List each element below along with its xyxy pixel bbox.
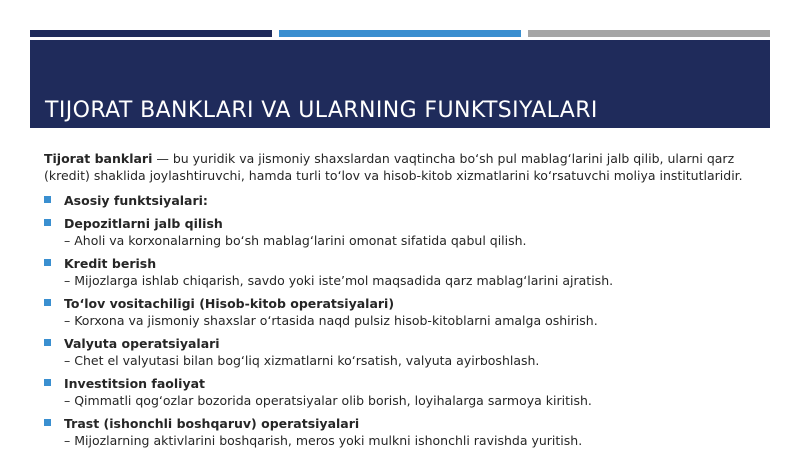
intro-text: — bu yuridik va jismoniy shaxslardan vaqtincha bo‘sh pul mablag‘larini jalb qilib, ularni qarz (kredit) shaklida joylashtiruvchi, hamda turli to‘lov va hisob-kitob xizmatlarini ko‘rsatuvchi moliya institutlaridir. <box>44 151 743 183</box>
item-description: – Chet el valyutasi bilan bog‘liq xizmatlarni ko‘rsatish, valyuta ayirboshlash. <box>64 353 540 368</box>
item-title: Depozitlarni jalb qilish <box>64 216 223 231</box>
list-item <box>44 335 764 369</box>
item-description: – Aholi va korxonalarning bo‘sh mablag‘larini omonat sifatida qabul qilish. <box>64 233 527 248</box>
functions-list <box>44 192 764 449</box>
intro-term: Tijorat banklari <box>44 151 153 166</box>
slide-content <box>44 150 764 455</box>
square-bullet-icon <box>44 196 51 203</box>
intro-paragraph <box>44 150 764 184</box>
square-bullet-icon <box>44 419 51 426</box>
list-item <box>44 255 764 289</box>
item-description: – Qimmatli qog‘ozlar bozorida operatsiyalar olib borish, loyihalarga sarmoya kiritish. <box>64 393 592 408</box>
list-item <box>44 415 764 449</box>
item-title: Trast (ishonchli boshqaruv) operatsiyalari <box>64 416 360 431</box>
item-title: Kredit berish <box>64 256 157 271</box>
item-description: – Mijozlarning aktivlarini boshqarish, meros yoki mulkni ishonchli ravishda yuritish. <box>64 433 583 448</box>
item-description: – Mijozlarga ishlab chiqarish, savdo yoki iste’mol maqsadida qarz mablag‘larini ajratish. <box>64 273 614 288</box>
accent-bar-navy <box>30 30 272 37</box>
item-title: Investitsion faoliyat <box>64 376 206 391</box>
square-bullet-icon <box>44 299 51 306</box>
list-item <box>44 295 764 329</box>
item-description: – Korxona va jismoniy shaxslar o‘rtasida naqd pulsiz hisob-kitoblarni amalga oshirish. <box>64 313 598 328</box>
list-heading <box>44 192 764 209</box>
accent-bar-gray <box>528 30 770 37</box>
list-item <box>44 215 764 249</box>
square-bullet-icon <box>44 379 51 386</box>
slide-title: TIJORAT BANKLARI VA ULARNING FUNKTSIYALARI <box>45 97 598 123</box>
square-bullet-icon <box>44 339 51 346</box>
title-band <box>30 40 770 128</box>
list-item <box>44 375 764 409</box>
square-bullet-icon <box>44 259 51 266</box>
accent-bar-blue <box>279 30 521 37</box>
item-title: To‘lov vositachiligi (Hisob-kitob operatsiyalari) <box>64 296 395 311</box>
square-bullet-icon <box>44 219 51 226</box>
functions-heading: Asosiy funktsiyalari: <box>64 193 208 208</box>
item-title: Valyuta operatsiyalari <box>64 336 220 351</box>
